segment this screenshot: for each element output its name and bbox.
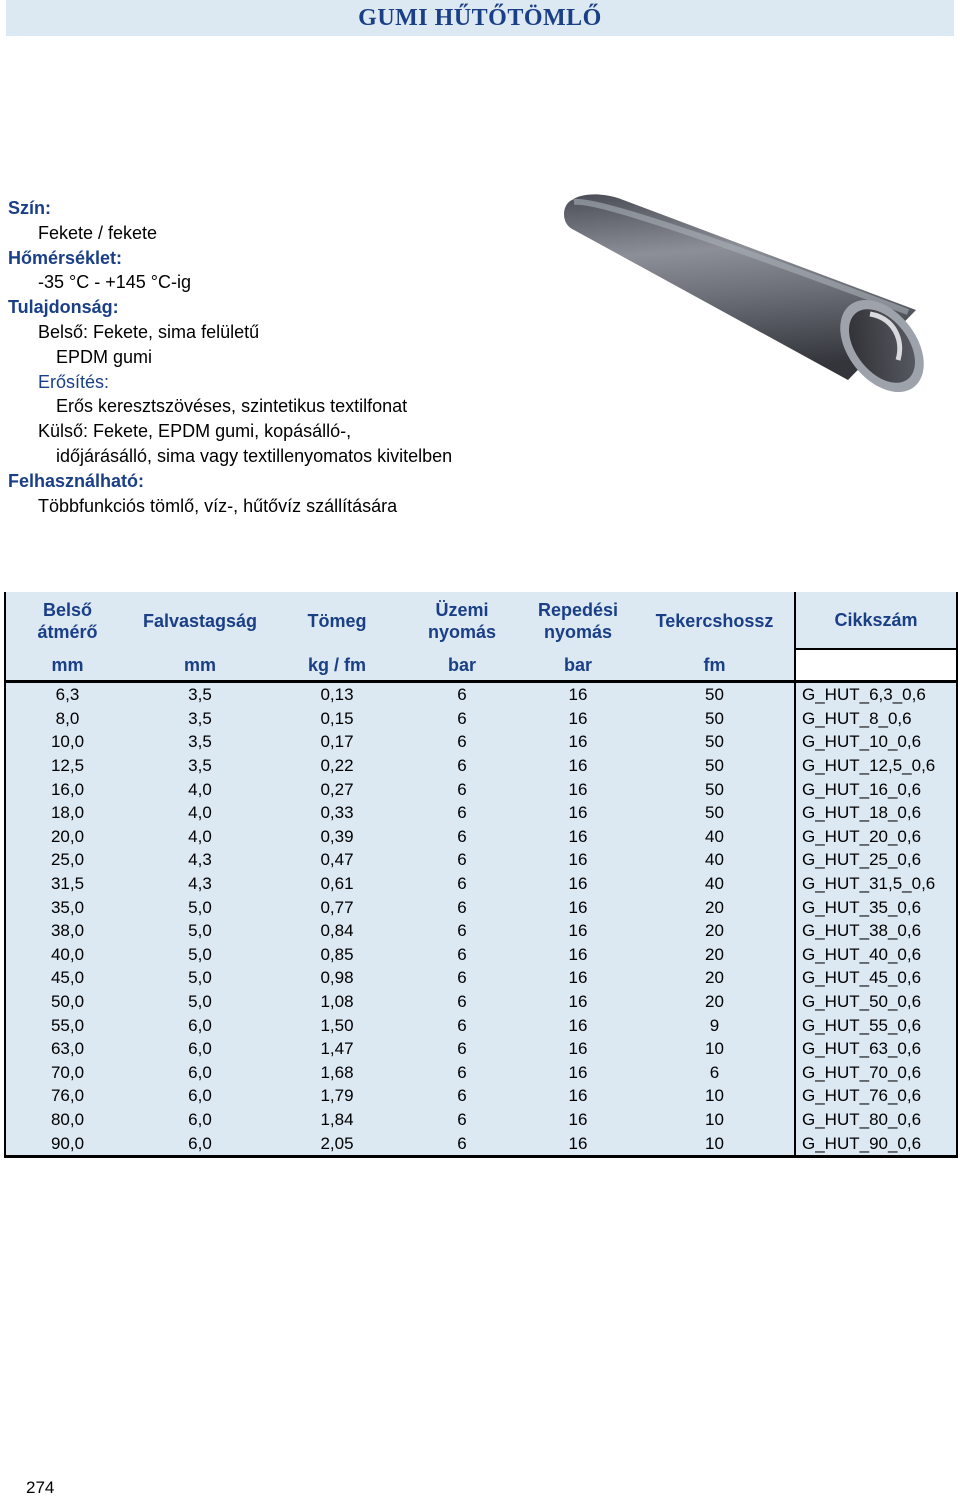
table-cell: 3,5 bbox=[129, 754, 271, 778]
unit-row bbox=[5, 649, 957, 682]
usage-value: Többfunkciós tömlő, víz-, hűtővíz szállítására bbox=[38, 495, 398, 516]
header-inner-diameter: Belső átmérő bbox=[5, 592, 129, 649]
table-cell: 6 bbox=[403, 990, 521, 1014]
table-cell: 45,0 bbox=[5, 966, 129, 990]
usage-label: Felhasználható: bbox=[8, 470, 145, 491]
table-row bbox=[5, 1013, 957, 1037]
table-cell: 20 bbox=[635, 990, 795, 1014]
table-cell: 16 bbox=[521, 919, 635, 943]
table-cell: 6,0 bbox=[129, 1061, 271, 1085]
table-cell: 6 bbox=[403, 777, 521, 801]
page-title: GUMI HŰTŐTÖMLŐ bbox=[358, 4, 602, 31]
table-row bbox=[5, 754, 957, 778]
color-value: Fekete / fekete bbox=[38, 222, 158, 243]
header-row bbox=[5, 592, 957, 649]
table-cell: 50 bbox=[635, 777, 795, 801]
table-cell: 16 bbox=[521, 990, 635, 1014]
table-cell: 6,0 bbox=[129, 1013, 271, 1037]
table-row bbox=[5, 1131, 957, 1156]
unit-cell-empty bbox=[795, 649, 957, 682]
table-row bbox=[5, 777, 957, 801]
unit-cell: kg / fm bbox=[271, 649, 403, 682]
header-wall-thickness: Falvastagság bbox=[129, 592, 271, 649]
page-number: 274 bbox=[26, 1478, 55, 1497]
table-body bbox=[5, 682, 957, 1157]
table-cell: 5,0 bbox=[129, 943, 271, 967]
table-row bbox=[5, 1037, 957, 1061]
table-cell: 1,50 bbox=[271, 1013, 403, 1037]
table-row bbox=[5, 990, 957, 1014]
table-row bbox=[5, 801, 957, 825]
table-cell: 0,84 bbox=[271, 919, 403, 943]
table-cell: 40,0 bbox=[5, 943, 129, 967]
article-number-cell: G_HUT_70_0,6 bbox=[795, 1061, 957, 1085]
table-cell: 6,0 bbox=[129, 1108, 271, 1132]
table-cell: 50 bbox=[635, 682, 795, 707]
header-coil-length: Tekercshossz bbox=[635, 592, 795, 649]
property-label: Tulajdonság: bbox=[8, 297, 119, 318]
title-bar bbox=[6, 0, 954, 36]
table-cell: 80,0 bbox=[5, 1108, 129, 1132]
table-cell: 10 bbox=[635, 1131, 795, 1156]
table-cell: 6 bbox=[403, 1037, 521, 1061]
table-row bbox=[5, 848, 957, 872]
reinforcement-value: Erős keresztszövéses, szintetikus textilfonat bbox=[56, 396, 408, 417]
header-burst-pressure: Repedési nyomás bbox=[521, 592, 635, 649]
table-cell: 4,0 bbox=[129, 825, 271, 849]
table-cell: 6 bbox=[403, 872, 521, 896]
color-label: Szín: bbox=[8, 198, 51, 218]
table-cell: 10,0 bbox=[5, 730, 129, 754]
table-cell: 1,47 bbox=[271, 1037, 403, 1061]
table-cell: 20 bbox=[635, 943, 795, 967]
table-cell: 0,22 bbox=[271, 754, 403, 778]
article-number-cell: G_HUT_55_0,6 bbox=[795, 1013, 957, 1037]
article-number-cell: G_HUT_8_0,6 bbox=[795, 707, 957, 731]
table-cell: 2,05 bbox=[271, 1131, 403, 1156]
reinforcement-label: Erősítés: bbox=[38, 371, 110, 392]
table-cell: 50 bbox=[635, 707, 795, 731]
table-row bbox=[5, 1061, 957, 1085]
spec-list bbox=[8, 196, 548, 518]
article-number-cell: G_HUT_18_0,6 bbox=[795, 801, 957, 825]
table-cell: 0,77 bbox=[271, 895, 403, 919]
table-cell: 6 bbox=[403, 1013, 521, 1037]
table-cell: 16 bbox=[521, 707, 635, 731]
table-cell: 8,0 bbox=[5, 707, 129, 731]
table-cell: 16,0 bbox=[5, 777, 129, 801]
table-cell: 1,68 bbox=[271, 1061, 403, 1085]
unit-cell: bar bbox=[403, 649, 521, 682]
outer-layer-text-2: időjárásálló, sima vagy textillenyomatos kivitelben bbox=[56, 445, 453, 466]
table-cell: 16 bbox=[521, 872, 635, 896]
header-article-number: Cikkszám bbox=[795, 592, 957, 649]
hose-icon bbox=[548, 190, 948, 400]
table-cell: 5,0 bbox=[129, 895, 271, 919]
table-cell: 10 bbox=[635, 1037, 795, 1061]
table-cell: 1,84 bbox=[271, 1108, 403, 1132]
article-number-cell: G_HUT_31,5_0,6 bbox=[795, 872, 957, 896]
article-number-cell: G_HUT_6,3_0,6 bbox=[795, 682, 957, 707]
article-number-cell: G_HUT_20_0,6 bbox=[795, 825, 957, 849]
table-cell: 5,0 bbox=[129, 966, 271, 990]
table-cell: 16 bbox=[521, 1084, 635, 1108]
table-cell: 6 bbox=[403, 943, 521, 967]
table-cell: 6 bbox=[403, 1084, 521, 1108]
table-cell: 6 bbox=[403, 919, 521, 943]
table-cell: 0,61 bbox=[271, 872, 403, 896]
table-cell: 40 bbox=[635, 825, 795, 849]
table-cell: 20 bbox=[635, 919, 795, 943]
table-cell: 16 bbox=[521, 943, 635, 967]
inner-layer-text: Belső: Fekete, sima felületű bbox=[38, 321, 260, 342]
outer-layer-text: Külső: Fekete, EPDM gumi, kopásálló-, bbox=[38, 421, 352, 442]
table-cell: 3,5 bbox=[129, 707, 271, 731]
table-cell: 31,5 bbox=[5, 872, 129, 896]
table-cell: 50 bbox=[635, 801, 795, 825]
table-row bbox=[5, 1108, 957, 1132]
table-cell: 16 bbox=[521, 682, 635, 707]
table-cell: 16 bbox=[521, 825, 635, 849]
table-cell: 4,3 bbox=[129, 848, 271, 872]
table-cell: 0,85 bbox=[271, 943, 403, 967]
table-cell: 6 bbox=[403, 966, 521, 990]
article-number-cell: G_HUT_63_0,6 bbox=[795, 1037, 957, 1061]
table-cell: 6,0 bbox=[129, 1084, 271, 1108]
table-row bbox=[5, 919, 957, 943]
table-cell: 55,0 bbox=[5, 1013, 129, 1037]
table-cell: 16 bbox=[521, 1061, 635, 1085]
table-cell: 70,0 bbox=[5, 1061, 129, 1085]
table-cell: 10 bbox=[635, 1108, 795, 1132]
article-number-cell: G_HUT_45_0,6 bbox=[795, 966, 957, 990]
unit-cell: mm bbox=[129, 649, 271, 682]
table-row bbox=[5, 825, 957, 849]
table-cell: 0,33 bbox=[271, 801, 403, 825]
table-cell: 1,79 bbox=[271, 1084, 403, 1108]
article-number-cell: G_HUT_40_0,6 bbox=[795, 943, 957, 967]
article-number-cell: G_HUT_38_0,6 bbox=[795, 919, 957, 943]
table-cell: 16 bbox=[521, 777, 635, 801]
table-cell: 6 bbox=[403, 707, 521, 731]
table-cell: 35,0 bbox=[5, 895, 129, 919]
table-cell: 6 bbox=[635, 1061, 795, 1085]
table-cell: 40 bbox=[635, 872, 795, 896]
article-number-cell: G_HUT_35_0,6 bbox=[795, 895, 957, 919]
article-number-cell: G_HUT_80_0,6 bbox=[795, 1108, 957, 1132]
table-cell: 18,0 bbox=[5, 801, 129, 825]
table-cell: 0,39 bbox=[271, 825, 403, 849]
table-row bbox=[5, 682, 957, 707]
table-cell: 6 bbox=[403, 682, 521, 707]
article-number-cell: G_HUT_12,5_0,6 bbox=[795, 754, 957, 778]
table-cell: 1,08 bbox=[271, 990, 403, 1014]
table-cell: 25,0 bbox=[5, 848, 129, 872]
table-cell: 20,0 bbox=[5, 825, 129, 849]
table-cell: 16 bbox=[521, 895, 635, 919]
table-cell: 6 bbox=[403, 801, 521, 825]
table-cell: 10 bbox=[635, 1084, 795, 1108]
table-row bbox=[5, 730, 957, 754]
table-cell: 5,0 bbox=[129, 990, 271, 1014]
unit-cell: fm bbox=[635, 649, 795, 682]
table-cell: 5,0 bbox=[129, 919, 271, 943]
table-cell: 6 bbox=[403, 754, 521, 778]
table-cell: 6 bbox=[403, 825, 521, 849]
table-cell: 6,0 bbox=[129, 1131, 271, 1156]
unit-cell: bar bbox=[521, 649, 635, 682]
table-cell: 6 bbox=[403, 730, 521, 754]
table-cell: 20 bbox=[635, 966, 795, 990]
table-cell: 50,0 bbox=[5, 990, 129, 1014]
table-row bbox=[5, 943, 957, 967]
table-cell: 50 bbox=[635, 730, 795, 754]
article-number-cell: G_HUT_90_0,6 bbox=[795, 1131, 957, 1156]
table-cell: 16 bbox=[521, 1037, 635, 1061]
table-cell: 6 bbox=[403, 848, 521, 872]
table-cell: 16 bbox=[521, 754, 635, 778]
table-row bbox=[5, 1084, 957, 1108]
table-cell: 40 bbox=[635, 848, 795, 872]
table-cell: 0,17 bbox=[271, 730, 403, 754]
article-number-cell: G_HUT_10_0,6 bbox=[795, 730, 957, 754]
table-cell: 6 bbox=[403, 1061, 521, 1085]
table-cell: 16 bbox=[521, 848, 635, 872]
unit-cell: mm bbox=[5, 649, 129, 682]
table-cell: 9 bbox=[635, 1013, 795, 1037]
table-cell: 20 bbox=[635, 895, 795, 919]
table-cell: 16 bbox=[521, 730, 635, 754]
article-number-cell: G_HUT_50_0,6 bbox=[795, 990, 957, 1014]
article-number-cell: G_HUT_25_0,6 bbox=[795, 848, 957, 872]
table-cell: 16 bbox=[521, 1131, 635, 1156]
table-cell: 6 bbox=[403, 1131, 521, 1156]
hose-spec-table bbox=[4, 592, 958, 1158]
table-cell: 16 bbox=[521, 966, 635, 990]
table-cell: 38,0 bbox=[5, 919, 129, 943]
table-cell: 0,98 bbox=[271, 966, 403, 990]
table-cell: 50 bbox=[635, 754, 795, 778]
inner-layer-text-2: EPDM gumi bbox=[56, 346, 153, 367]
table-cell: 3,5 bbox=[129, 682, 271, 707]
table-row bbox=[5, 966, 957, 990]
table-cell: 3,5 bbox=[129, 730, 271, 754]
table-row bbox=[5, 707, 957, 731]
table-cell: 6 bbox=[403, 895, 521, 919]
table-cell: 16 bbox=[521, 801, 635, 825]
table-cell: 6,3 bbox=[5, 682, 129, 707]
table-cell: 4,0 bbox=[129, 801, 271, 825]
table-cell: 76,0 bbox=[5, 1084, 129, 1108]
table-cell: 6,0 bbox=[129, 1037, 271, 1061]
table-cell: 0,15 bbox=[271, 707, 403, 731]
header-weight: Tömeg bbox=[271, 592, 403, 649]
table-cell: 0,27 bbox=[271, 777, 403, 801]
article-number-cell: G_HUT_16_0,6 bbox=[795, 777, 957, 801]
table-cell: 4,0 bbox=[129, 777, 271, 801]
header-working-pressure: Üzemi nyomás bbox=[403, 592, 521, 649]
article-number-cell: G_HUT_76_0,6 bbox=[795, 1084, 957, 1108]
table-cell: 16 bbox=[521, 1013, 635, 1037]
table-row bbox=[5, 872, 957, 896]
table-cell: 63,0 bbox=[5, 1037, 129, 1061]
table-cell: 4,3 bbox=[129, 872, 271, 896]
table-row bbox=[5, 895, 957, 919]
temperature-value: -35 °C - +145 °C-ig bbox=[38, 272, 191, 293]
table-cell: 12,5 bbox=[5, 754, 129, 778]
table-cell: 0,13 bbox=[271, 682, 403, 707]
table-cell: 6 bbox=[403, 1108, 521, 1132]
table-cell: 16 bbox=[521, 1108, 635, 1132]
temperature-label: Hőmérséklet: bbox=[8, 247, 123, 268]
table-cell: 90,0 bbox=[5, 1131, 129, 1156]
table-cell: 0,47 bbox=[271, 848, 403, 872]
